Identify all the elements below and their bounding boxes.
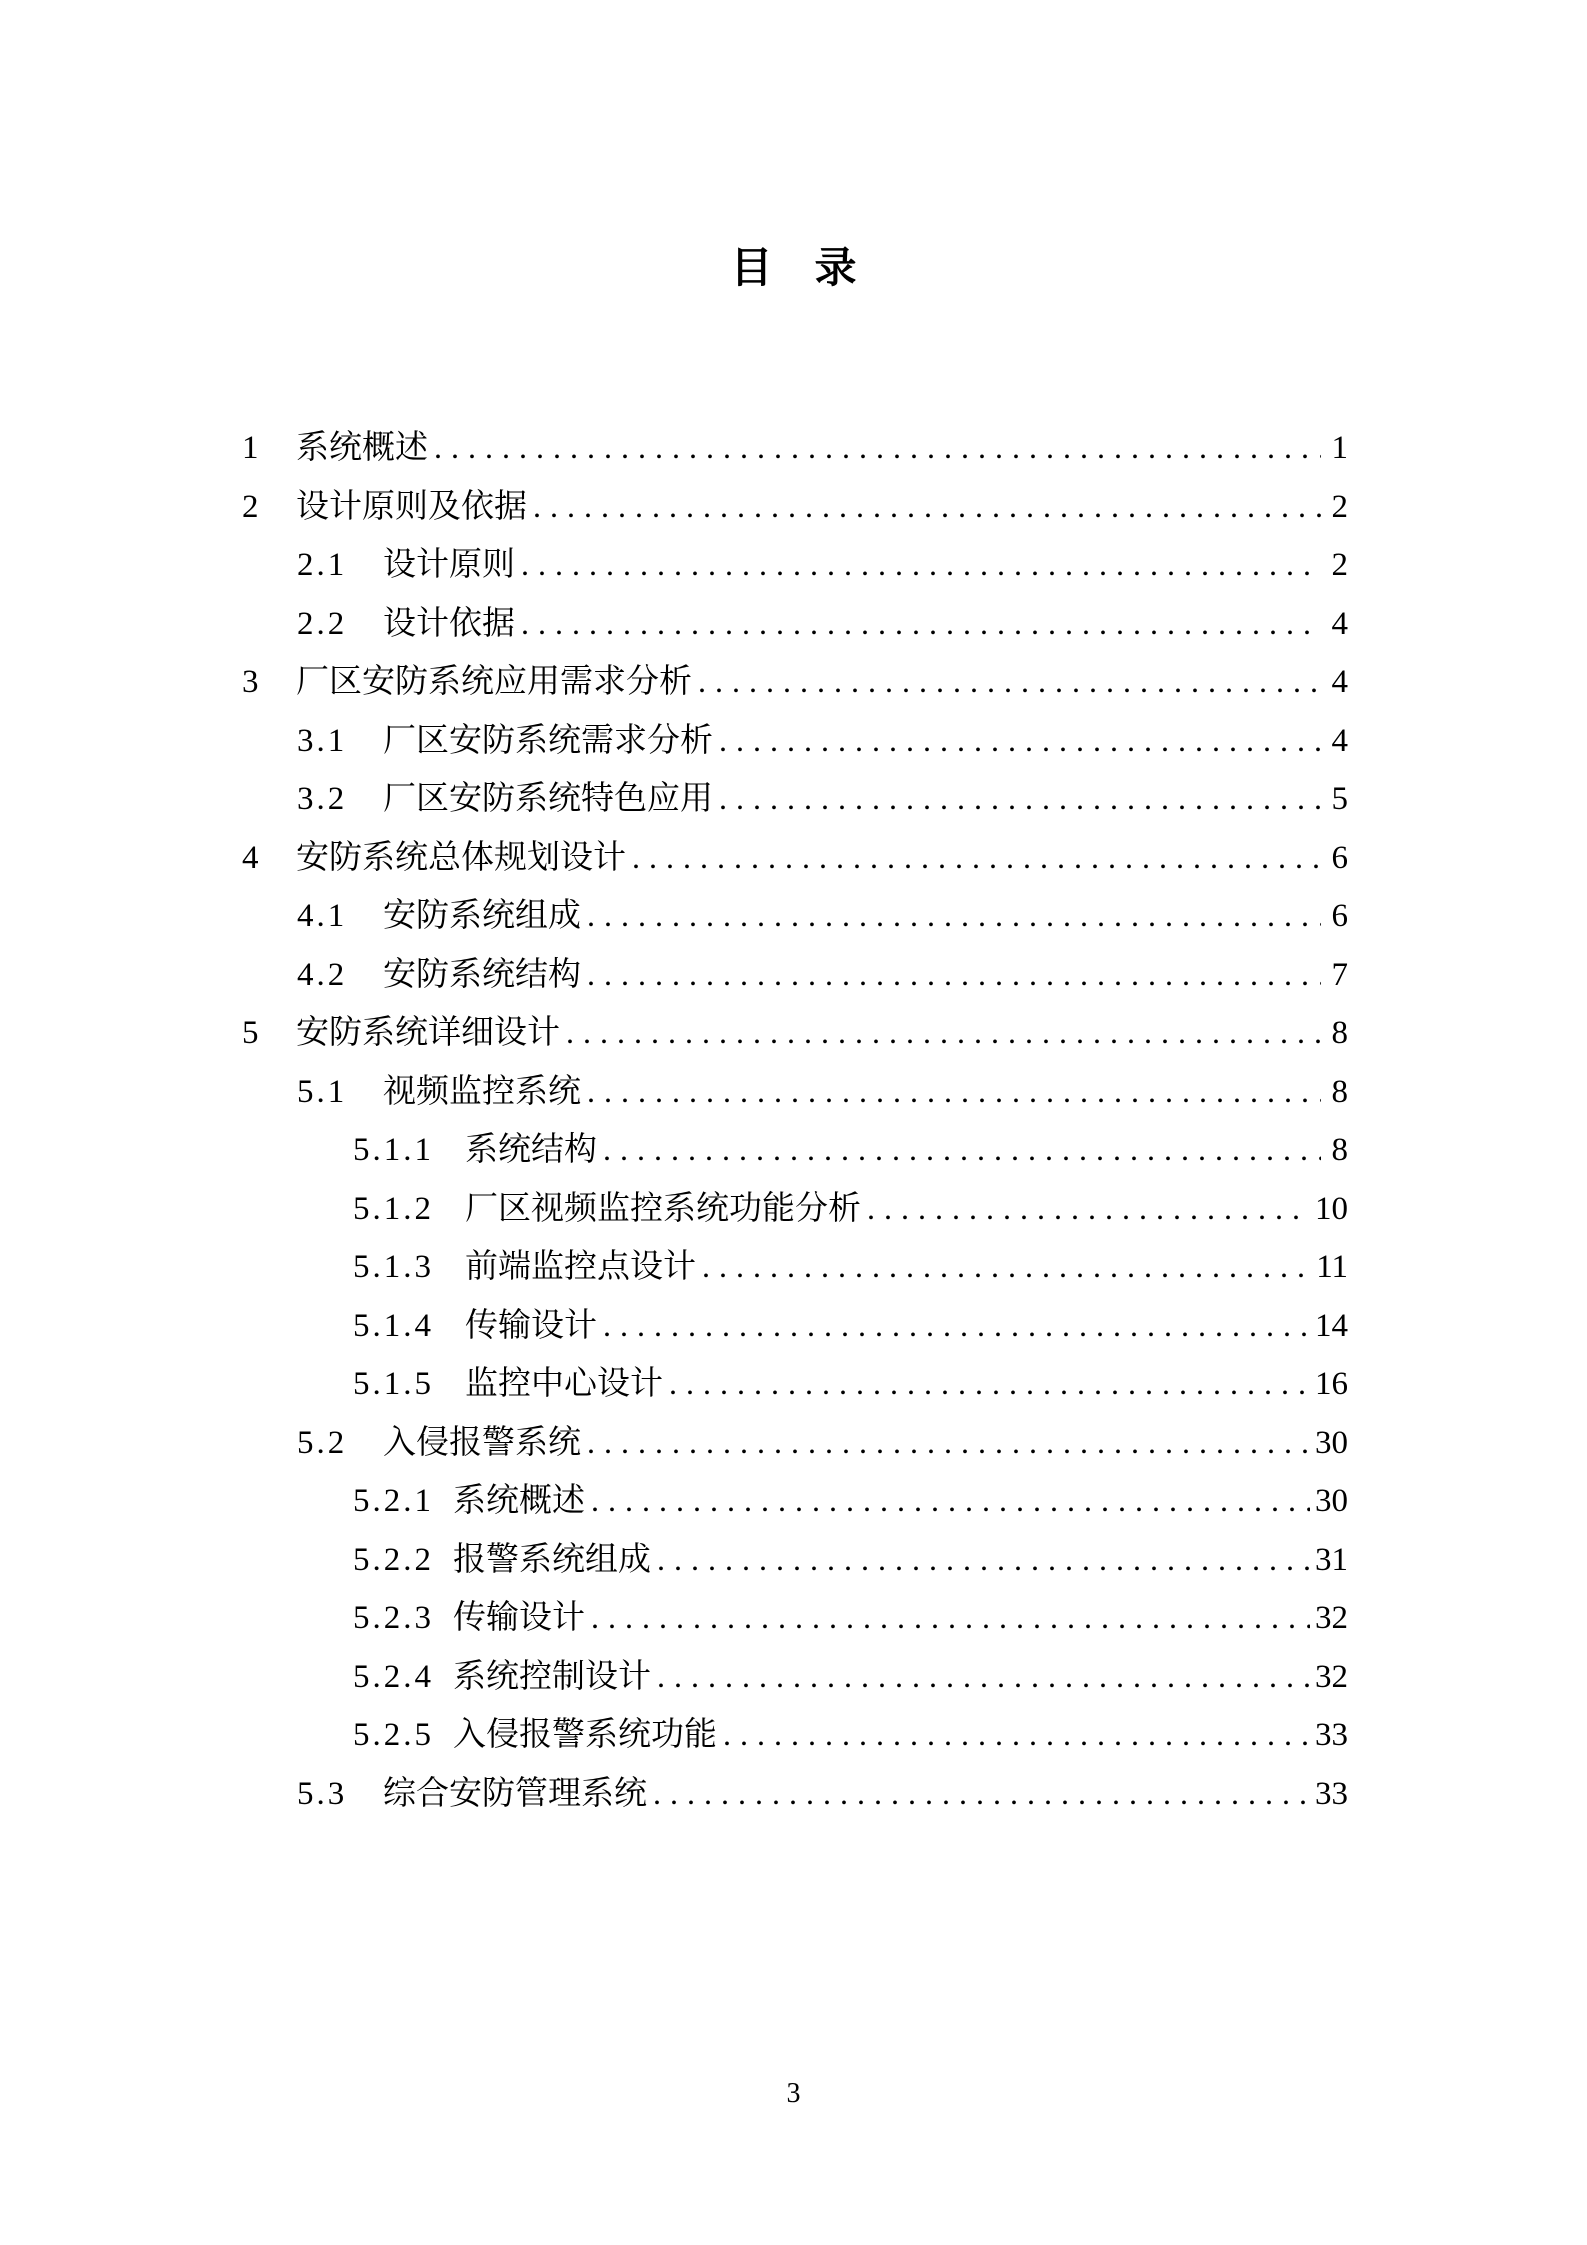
toc-entry-page: 4: [1331, 664, 1348, 700]
toc-entry-page: 11: [1316, 1249, 1348, 1285]
toc-entry-title: 监控中心设计: [465, 1366, 663, 1402]
toc-entry-number: 5.1.4: [353, 1307, 434, 1344]
toc-entry[interactable]: [242, 1530, 1348, 1589]
toc-entry-title: 系统结构: [465, 1132, 597, 1168]
toc-entry-title: 安防系统详细设计: [296, 1015, 560, 1051]
toc-entry-title: 厂区安防系统应用需求分析: [296, 664, 692, 700]
toc-entry[interactable]: [242, 828, 1348, 887]
toc-entry-page: 6: [1331, 898, 1348, 934]
toc-entry-title: 安防系统总体规划设计: [296, 839, 626, 876]
toc-entry-page: 1: [1331, 430, 1348, 466]
toc-entry-title: 设计依据: [383, 605, 515, 642]
dot-leader: [533, 477, 1321, 536]
toc-entry-number: 5.1.2: [353, 1190, 434, 1227]
toc-entry-page: 8: [1331, 1015, 1348, 1051]
toc-entry-title: 系统概述: [453, 1483, 585, 1519]
toc-entry[interactable]: [242, 711, 1348, 770]
dot-leader: [719, 711, 1321, 770]
toc-entry-number: 5.1.3: [353, 1249, 434, 1285]
dot-leader: [591, 1588, 1310, 1647]
dot-leader: [669, 1354, 1310, 1413]
toc-entry-number: 1: [242, 430, 262, 466]
page-number-footer: 3: [786, 2078, 801, 2109]
toc-entry[interactable]: [242, 535, 1348, 594]
toc-entry-number: 5.2.3: [353, 1600, 434, 1636]
dot-leader: [521, 535, 1321, 594]
toc-entry-number: 5.2.1: [353, 1483, 434, 1519]
toc-entry-title: 前端监控点设计: [465, 1249, 696, 1285]
toc-entry[interactable]: [242, 594, 1348, 653]
toc-entry-number: 2.1: [297, 547, 348, 583]
toc-entry[interactable]: [242, 1120, 1348, 1179]
toc-entry[interactable]: [242, 1764, 1348, 1823]
toc-entry-number: 5.1.5: [353, 1366, 434, 1402]
toc-entry-title: 视频监控系统: [383, 1073, 581, 1110]
toc-entry-number: 5.2.2: [353, 1541, 434, 1578]
toc-entry-number: 5: [242, 1015, 262, 1051]
toc-entry[interactable]: [242, 418, 1348, 477]
toc-entry-title: 厂区视频监控系统功能分析: [465, 1190, 861, 1227]
toc-title: 目 录: [730, 246, 857, 292]
dot-leader: [632, 828, 1321, 887]
toc-entry-title: 入侵报警系统功能: [453, 1717, 717, 1753]
toc-entry-title: 安防系统组成: [383, 898, 581, 934]
dot-leader: [587, 1413, 1310, 1472]
toc-entry-title: 安防系统结构: [383, 956, 581, 993]
toc-entry-title: 设计原则及依据: [296, 488, 527, 525]
dot-leader: [521, 594, 1321, 653]
toc-entry-title: 系统概述: [296, 430, 428, 466]
toc-entry-number: 5.2.4: [353, 1658, 434, 1695]
toc-entry-page: 4: [1331, 722, 1348, 759]
toc-entry[interactable]: [242, 652, 1348, 711]
dot-leader: [587, 1062, 1321, 1121]
toc-entry[interactable]: [242, 1354, 1348, 1413]
toc-entry-number: 3.1: [297, 722, 348, 759]
toc-entry[interactable]: [242, 1296, 1348, 1355]
toc-entry-number: 4.1: [297, 898, 348, 934]
toc-entry-title: 传输设计: [465, 1307, 597, 1344]
dot-leader: [657, 1647, 1310, 1706]
toc-entry[interactable]: [242, 1179, 1348, 1238]
toc-entry-page: 4: [1331, 605, 1348, 642]
toc-entry[interactable]: [242, 1003, 1348, 1062]
toc-entry-title: 报警系统组成: [453, 1541, 651, 1578]
toc-entry-page: 32: [1315, 1658, 1348, 1695]
toc-entry-title: 传输设计: [453, 1600, 585, 1636]
dot-leader: [603, 1120, 1321, 1179]
dot-leader: [587, 945, 1321, 1004]
toc-entry[interactable]: [242, 1588, 1348, 1647]
toc-entry-page: 6: [1331, 839, 1348, 876]
toc-list: [242, 418, 1348, 1822]
toc-entry-page: 10: [1315, 1190, 1348, 1227]
dot-leader: [566, 1003, 1321, 1062]
toc-entry[interactable]: [242, 1647, 1348, 1706]
toc-entry-title: 入侵报警系统: [383, 1424, 581, 1461]
toc-entry-page: 5: [1331, 781, 1348, 817]
dot-leader: [723, 1705, 1310, 1764]
toc-entry-page: 2: [1331, 547, 1348, 583]
toc-entry-page: 16: [1315, 1366, 1348, 1402]
toc-entry-title: 厂区安防系统需求分析: [383, 722, 713, 759]
toc-entry[interactable]: [242, 945, 1348, 1004]
toc-entry-page: 31: [1315, 1541, 1348, 1578]
toc-entry[interactable]: [242, 1237, 1348, 1296]
toc-entry-page: 8: [1331, 1073, 1348, 1110]
dot-leader: [702, 1237, 1311, 1296]
dot-leader: [591, 1471, 1310, 1530]
toc-entry[interactable]: [242, 1413, 1348, 1472]
toc-entry-page: 7: [1331, 956, 1348, 993]
toc-entry-page: 32: [1315, 1600, 1348, 1636]
toc-entry-page: 30: [1315, 1424, 1348, 1461]
toc-entry[interactable]: [242, 1062, 1348, 1121]
toc-entry[interactable]: [242, 1471, 1348, 1530]
toc-entry-number: 5.1: [297, 1073, 348, 1110]
toc-entry-title: 系统控制设计: [453, 1658, 651, 1695]
toc-entry-page: 30: [1315, 1483, 1348, 1519]
toc-entry-title: 综合安防管理系统: [383, 1775, 647, 1812]
toc-entry[interactable]: [242, 769, 1348, 828]
toc-entry-number: 4.2: [297, 956, 348, 993]
dot-leader: [657, 1530, 1310, 1589]
toc-entry-page: 8: [1331, 1132, 1348, 1168]
toc-entry-page: 2: [1331, 488, 1348, 525]
dot-leader: [719, 769, 1321, 828]
toc-entry[interactable]: [242, 477, 1348, 536]
toc-entry[interactable]: [242, 1705, 1348, 1764]
toc-entry-number: 3.2: [297, 781, 348, 817]
toc-entry-number: 3: [242, 664, 262, 700]
toc-entry[interactable]: [242, 886, 1348, 945]
toc-entry-number: 4: [242, 839, 262, 876]
toc-entry-number: 5.2: [297, 1424, 348, 1461]
dot-leader: [653, 1764, 1310, 1823]
toc-entry-page: 14: [1315, 1307, 1348, 1344]
toc-entry-number: 5.1.1: [353, 1132, 434, 1168]
toc-entry-number: 5.2.5: [353, 1717, 434, 1753]
dot-leader: [434, 418, 1321, 477]
toc-entry-title: 设计原则: [383, 547, 515, 583]
toc-entry-page: 33: [1315, 1717, 1348, 1753]
toc-entry-page: 33: [1315, 1775, 1348, 1812]
dot-leader: [587, 886, 1321, 945]
dot-leader: [603, 1296, 1310, 1355]
toc-entry-number: 5.3: [297, 1775, 348, 1812]
toc-entry-number: 2: [242, 488, 262, 525]
dot-leader: [698, 652, 1321, 711]
toc-entry-title: 厂区安防系统特色应用: [383, 781, 713, 817]
toc-entry-number: 2.2: [297, 605, 348, 642]
dot-leader: [867, 1179, 1310, 1238]
